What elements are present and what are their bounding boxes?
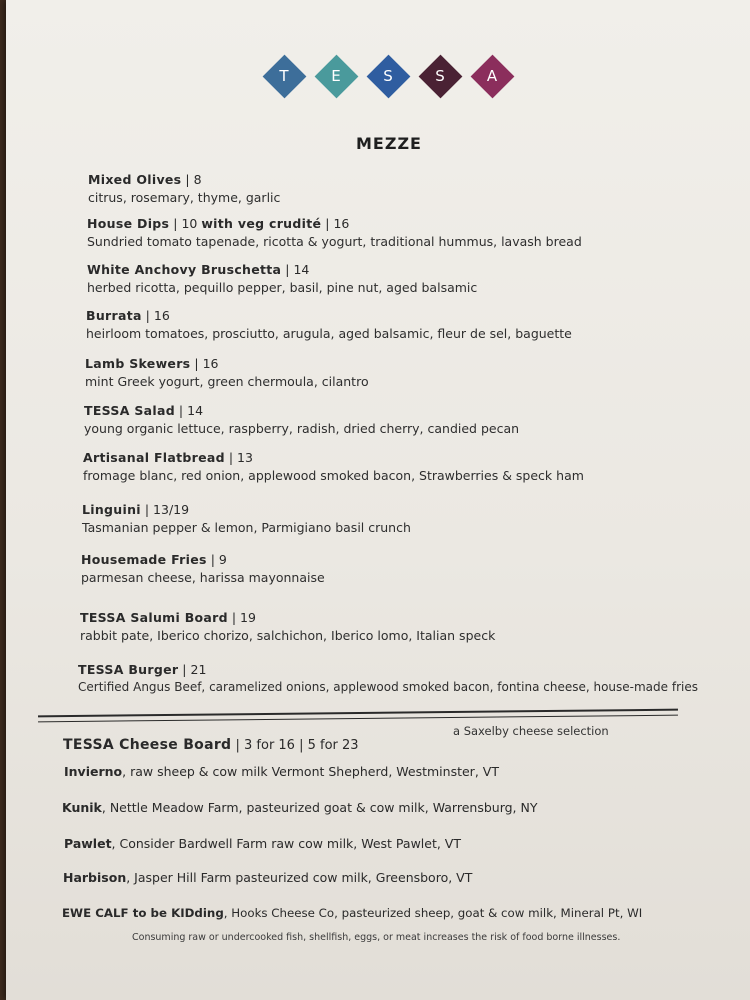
item-name-line — [87, 216, 750, 231]
section-title-mezze: MEZZE — [356, 134, 422, 153]
item-price: | 13 — [224, 450, 253, 465]
menu-item — [84, 403, 750, 436]
item-name: White Anchovy Bruschetta — [87, 262, 282, 277]
item-price: | 14 — [174, 403, 204, 418]
logo-diamond — [366, 54, 410, 98]
item-description: herbed ricotta, pequillo pepper, basil, pine nut, aged balsamic — [87, 280, 478, 295]
item-name: TESSA Salumi Board — [80, 610, 228, 625]
item-name-line — [85, 356, 750, 371]
item-name: Mixed Olives — [88, 172, 182, 187]
item-name-variant: with veg crudité — [201, 216, 322, 231]
cheese-board-note: a Saxelby cheese selection — [453, 724, 609, 738]
item-name-line — [81, 552, 750, 567]
logo-letter: E — [331, 67, 341, 85]
logo-diamond — [262, 54, 306, 98]
cheese-name: Harbison — [63, 870, 127, 885]
item-name: Housemade Fries — [81, 552, 207, 567]
item-name: Lamb Skewers — [85, 356, 191, 371]
item-name-line — [83, 450, 750, 465]
item-name: Burrata — [86, 308, 142, 323]
menu-item — [83, 450, 750, 483]
menu-item — [87, 216, 750, 249]
item-name: Linguini — [82, 502, 141, 517]
item-name-line — [88, 172, 750, 187]
menu-item — [78, 662, 750, 694]
menu-page — [6, 0, 750, 1000]
item-name-line — [82, 502, 750, 517]
cheese-description: , Hooks Cheese Co, pasteurized sheep, goat & cow milk, Mineral Pt, WI — [223, 906, 643, 920]
item-description: parmesan cheese, harissa mayonnaise — [81, 570, 325, 585]
item-description: heirloom tomatoes, prosciutto, arugula, aged balsamic, fleur de sel, baguette — [86, 326, 572, 341]
cheese-name: Invierno — [64, 764, 123, 779]
cheese-description: , Jasper Hill Farm pasteurized cow milk, Greensboro, VT — [126, 870, 473, 885]
item-name: House Dips — [87, 216, 170, 231]
cheese-item — [64, 764, 499, 779]
logo-letter: S — [435, 67, 445, 85]
menu-item — [87, 262, 750, 295]
item-price-variant: | 16 — [321, 216, 350, 231]
item-description: citrus, rosemary, thyme, garlic — [88, 190, 281, 205]
item-name: TESSA Burger — [78, 662, 179, 677]
item-name-line — [84, 403, 750, 418]
item-price: | 8 — [181, 172, 202, 187]
menu-item — [80, 610, 750, 643]
food-safety-disclaimer: Consuming raw or undercooked fish, shellfish, eggs, or meat increases the risk of food borne illnesses. — [132, 932, 621, 943]
cheese-description: , raw sheep & cow milk Vermont Shepherd, Westminster, VT — [122, 764, 499, 779]
cheese-name: Pawlet — [64, 836, 112, 851]
item-name: TESSA Salad — [84, 403, 175, 418]
item-price: | 16 — [141, 308, 170, 323]
logo-diamond — [418, 54, 462, 98]
item-description: young organic lettuce, raspberry, radish, dried cherry, candied pecan — [84, 421, 520, 436]
cheese-item — [62, 800, 538, 815]
cheese-name: Kunik — [62, 800, 102, 815]
menu-item — [86, 308, 750, 341]
item-description: mint Greek yogurt, green chermoula, cilantro — [85, 374, 369, 389]
item-price: | 21 — [178, 662, 207, 677]
cheese-description: , Consider Bardwell Farm raw cow milk, West Pawlet, VT — [111, 836, 461, 851]
cheese-description: , Nettle Meadow Farm, pasteurized goat & cow milk, Warrensburg, NY — [101, 800, 538, 815]
item-price: | 13/19 — [140, 502, 190, 517]
logo-letter: S — [383, 67, 393, 85]
item-price: | 19 — [227, 610, 256, 625]
item-price: | 14 — [281, 262, 310, 277]
item-name-line — [78, 662, 750, 677]
logo-letter: A — [486, 67, 498, 85]
menu-item — [81, 552, 750, 585]
item-name-line — [80, 610, 750, 625]
cheese-item — [64, 836, 461, 851]
item-description: fromage blanc, red onion, applewood smoked bacon, Strawberries & speck ham — [83, 468, 584, 483]
item-description: Sundried tomato tapenade, ricotta & yogurt, traditional hummus, lavash bread — [87, 234, 582, 249]
cheese-board-name: TESSA Cheese Board — [63, 737, 232, 753]
logo-diamond — [314, 54, 358, 98]
item-price: | 9 — [206, 552, 227, 567]
menu-item — [82, 502, 750, 535]
logo-diamond — [470, 54, 514, 98]
item-name: Artisanal Flatbread — [83, 450, 225, 465]
item-name-line — [86, 308, 750, 323]
cheese-board-heading — [63, 734, 359, 753]
cheese-item — [62, 906, 642, 920]
cheese-name: EWE CALF to be KIDding — [62, 906, 224, 920]
item-description: rabbit pate, Iberico chorizo, salchichon, Iberico lomo, Italian speck — [80, 628, 496, 643]
logo-letter: T — [279, 67, 289, 85]
cheese-item — [63, 870, 472, 885]
item-name-line — [87, 262, 750, 277]
item-description: Tasmanian pepper & lemon, Parmigiano basil crunch — [82, 520, 411, 535]
item-price: | 16 — [190, 356, 219, 371]
cheese-board-price: | 3 for 16 | 5 for 23 — [231, 738, 359, 753]
item-description: Certified Angus Beef, caramelized onions, applewood smoked bacon, fontina cheese, house-made fries — [78, 680, 698, 694]
menu-item — [85, 356, 750, 389]
menu-item — [88, 172, 750, 205]
item-price: | 10 — [169, 216, 202, 231]
tessa-logo — [262, 54, 522, 98]
